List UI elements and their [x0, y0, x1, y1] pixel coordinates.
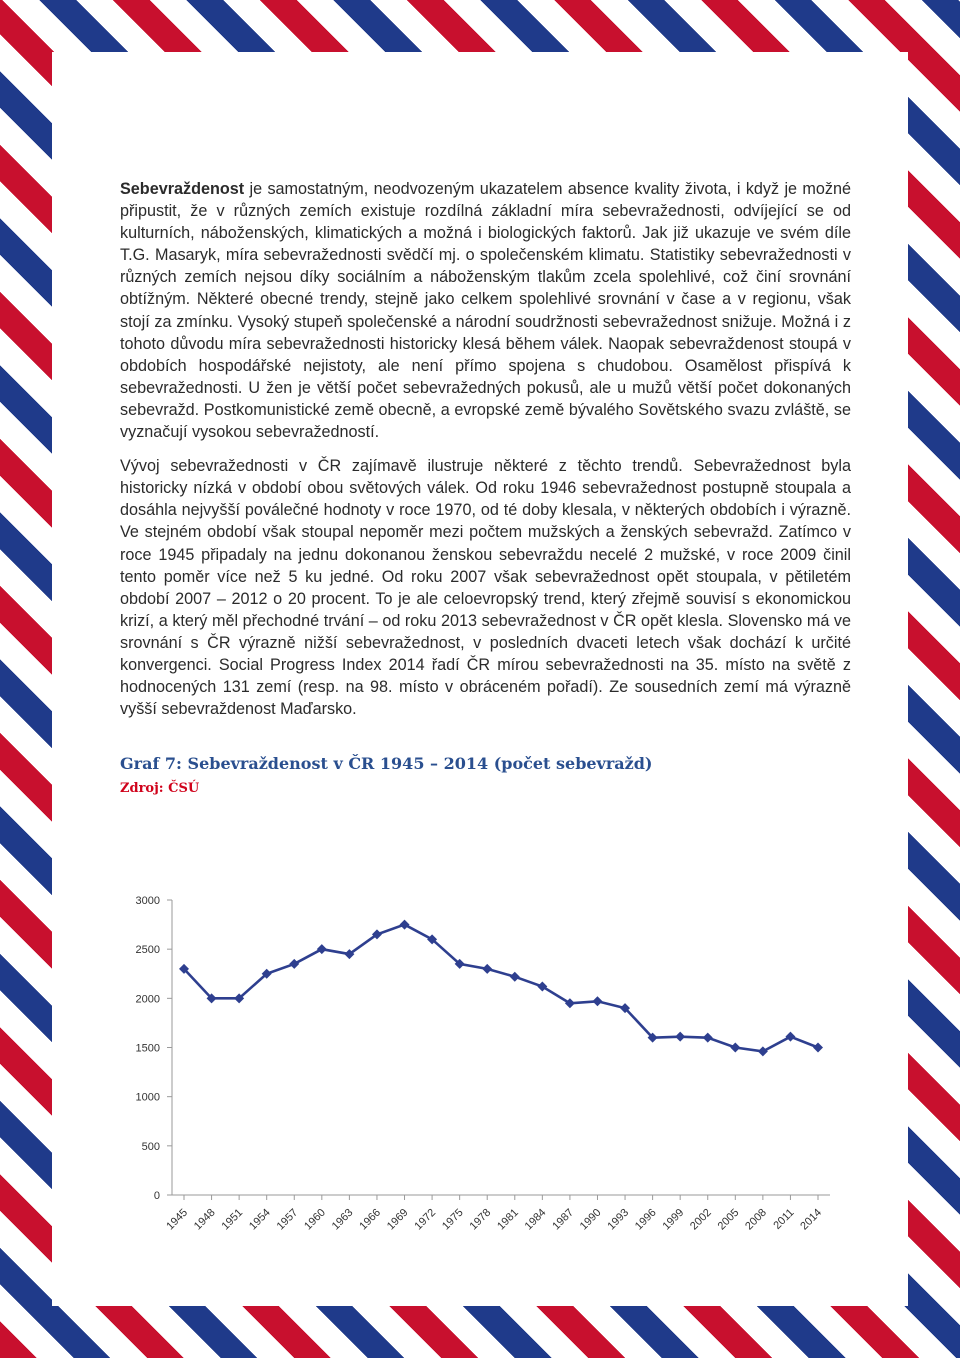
- data-point: [289, 959, 299, 969]
- data-point: [758, 1046, 768, 1056]
- x-tick-label: 1990: [577, 1206, 604, 1233]
- x-tick-label: 1978: [467, 1206, 494, 1233]
- y-tick-label: 2000: [135, 993, 160, 1006]
- y-tick-label: 3000: [135, 895, 160, 907]
- data-point: [730, 1043, 740, 1053]
- line-chart: [110, 885, 850, 1245]
- y-tick-label: 1500: [135, 1042, 160, 1055]
- x-tick-label: 1981: [495, 1206, 521, 1233]
- x-tick-label: 1948: [191, 1206, 218, 1233]
- series-line: [184, 925, 818, 1052]
- x-tick-label: 1993: [605, 1206, 632, 1233]
- chart-source: Zdroj: ČSÚ: [120, 781, 200, 797]
- chart-title: Graf 7: Sebevraždenost v ČR 1945 – 2014 (počet sebevražd): [120, 754, 653, 774]
- data-point: [813, 1043, 823, 1053]
- data-point: [592, 996, 602, 1006]
- x-tick-label: 1984: [522, 1206, 549, 1233]
- data-point: [482, 964, 492, 974]
- y-tick-label: 2500: [135, 944, 160, 957]
- data-point: [675, 1032, 685, 1042]
- paragraph-1-lead: Sebevraždenost: [120, 180, 245, 198]
- x-tick-label: 1954: [247, 1206, 273, 1233]
- x-tick-label: 2014: [798, 1206, 825, 1233]
- x-tick-label: 1966: [357, 1206, 384, 1233]
- x-tick-label: 1975: [439, 1206, 466, 1233]
- paragraph-1-text: je samostatným, neodvozeným ukazatelem absence kvality života, i když je možné připustit, že v různých zemích existuje rozdílná základní míra sebevražednosti, odvíjející se od kulturních, náboženských, klimatických a možná i biologických faktorů. Jak již ukazuje ve svém díle T.G. Masaryk, míra sebevražednosti svědčí mj. o společenském klimatu. Statistiky sebevražednosti v různých zemích nejsou díky sociálním a náboženským tlakům zcela spolehlivé, což činí srovnání obtížným. Některé obecné trendy, stejně jako celkem spolehlivé srovnání v čase a v regionu, však stojí za zmínku. Vysoký stupeň společenské a národní soudržnosti sebevražednost snižuje. Možná i z tohoto důvodu míra sebevražednosti historicky klesá během válek. Naopak sebevraždenost stoupá v obdobích hospodářské nejistoty, ale není přímo spojena s chudobou. Osamělost přispívá k sebevražednosti. U žen je větší počet sebevražedných pokusů, ale u mužů větší počet dokonaných sebevražd. Postkomunistické země obecně, a evropské země bývalého Sovětského svazu zvláště, se vyznačují vysokou sebevražedností.: [120, 180, 851, 442]
- data-point: [510, 972, 520, 982]
- data-point: [703, 1033, 713, 1043]
- x-tick-label: 2002: [688, 1206, 714, 1233]
- x-tick-label: 2011: [771, 1206, 797, 1232]
- x-tick-label: 1951: [219, 1206, 246, 1233]
- data-point: [317, 944, 327, 954]
- line-chart-svg: [110, 885, 850, 1245]
- y-tick-label: 0: [153, 1190, 160, 1202]
- x-tick-label: 1945: [164, 1206, 191, 1233]
- x-tick-label: 1987: [550, 1206, 577, 1233]
- x-tick-label: 2008: [743, 1206, 769, 1233]
- paragraph-1: [120, 178, 851, 443]
- y-tick-label: 1000: [135, 1091, 160, 1104]
- x-tick-label: 1963: [329, 1206, 356, 1233]
- y-tick-label: 500: [141, 1140, 160, 1153]
- x-tick-label: 1969: [384, 1206, 411, 1233]
- data-point: [400, 920, 410, 930]
- x-tick-label: 1957: [274, 1206, 301, 1233]
- x-tick-label: 1972: [412, 1206, 439, 1233]
- paragraph-2: Vývoj sebevražednosti v ČR zajímavě ilustruje některé z těchto trendů. Sebevražednost byla historicky nízká v období obou světových válek. Od roku 1946 sebevražednost postupně stoupala a dosáhla nejvyšší poválečné hodnoty v roce 1970, od té doby klesala, v některých obdobích i výrazně. Ve stejném období však stoupal nepoměr mezi počtem mužských a ženských sebevražd. Zatímco v roce 1945 připadaly na jednu dokonanou ženskou sebevraždu necelé 2 mužské, v roce 2009 činil tento poměr více než 5 ku jedné. Od roku 2007 však sebevražednost opět stoupala, v pětiletém období 2007 – 2012 o 20 procent. To je ale celoevropský trend, který zřejmě souvisí s ekonomickou krizí, a který měl přechodné trvání – od roku 2013 sebevražednost v ČR opět klesla. Slovensko má ve srovnání s ČR výrazně nižší sebevražednost, v posledních dvaceti letech však dochází k určité konvergenci. Social Progress Index 2014 řadí ČR mírou sebevražednosti na 35. místo na světě z hodnocených 131 zemí (resp. na 98. místo v obráceném pořadí). Ze sousedních zemí má výrazně vyšší sebevraždenost Maďarsko.: [120, 457, 851, 719]
- x-tick-label: 1960: [302, 1206, 328, 1233]
- article-body: [120, 178, 851, 796]
- x-tick-label: 1996: [632, 1206, 659, 1233]
- data-point: [785, 1032, 795, 1042]
- x-tick-label: 2005: [715, 1206, 742, 1233]
- x-tick-label: 1999: [660, 1206, 687, 1233]
